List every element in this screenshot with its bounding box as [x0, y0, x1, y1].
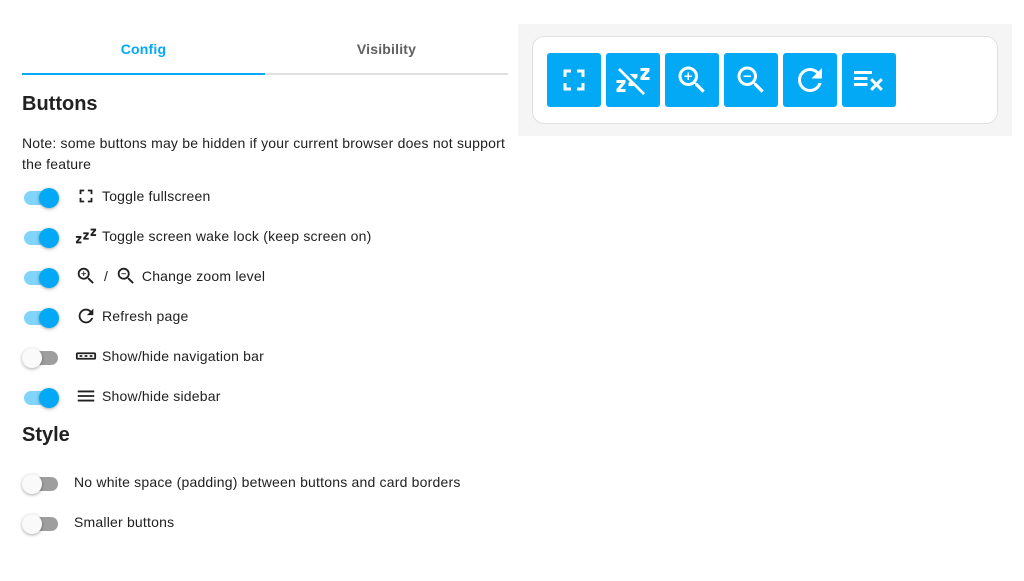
option-row-sidebar — [22, 376, 508, 416]
option-row-navigation-bar — [22, 336, 508, 376]
option-row-refresh — [22, 296, 508, 336]
config-panel — [22, 24, 508, 542]
wake-lock-button[interactable] — [606, 53, 660, 107]
option-row-no-padding — [22, 462, 508, 502]
refresh-icon — [74, 304, 98, 328]
navigation-bar-toggle-switch[interactable] — [22, 346, 60, 366]
navigation-bar-button[interactable] — [842, 53, 896, 107]
style-heading: Style — [22, 424, 70, 446]
zoom-out-icon — [733, 62, 769, 98]
option-row-smaller-buttons — [22, 502, 508, 542]
preview-panel — [518, 24, 1012, 136]
preview-card — [532, 36, 998, 124]
zoom-in-icon — [674, 62, 710, 98]
option-row-wake-lock — [22, 216, 508, 256]
sleep-off-icon — [615, 62, 651, 98]
refresh-button[interactable] — [783, 53, 837, 107]
zoom-in-icon — [74, 264, 98, 288]
smaller-buttons-label: Smaller buttons — [74, 514, 175, 530]
browser-support-note: Note: some buttons may be hidden if your current browser does not support the feature — [22, 135, 506, 172]
fullscreen-button[interactable] — [547, 53, 601, 107]
zoom-separator: / — [104, 268, 108, 284]
tab-config[interactable]: Config — [120, 40, 167, 57]
no-padding-toggle-switch[interactable] — [22, 472, 60, 492]
no-padding-label: No white space (padding) between buttons and card borders — [74, 474, 461, 490]
refresh-toggle-switch[interactable] — [22, 306, 60, 326]
option-row-zoom — [22, 256, 508, 296]
refresh-icon — [792, 62, 828, 98]
style-options — [22, 462, 508, 542]
buttons-heading: Buttons — [22, 93, 98, 115]
sleep-icon — [74, 224, 98, 248]
fullscreen-icon — [556, 62, 592, 98]
zoom-in-button[interactable] — [665, 53, 719, 107]
wake-lock-toggle-switch[interactable] — [22, 226, 60, 246]
fullscreen-icon — [74, 184, 98, 208]
zoom-out-button[interactable] — [724, 53, 778, 107]
zoom-toggle-switch[interactable] — [22, 266, 60, 286]
menu-icon — [74, 384, 98, 408]
sidebar-toggle-switch[interactable] — [22, 386, 60, 406]
buttons-options — [22, 176, 508, 416]
navigation-bar-label: Show/hide navigation bar — [102, 348, 265, 364]
navigation-bar-icon — [74, 344, 98, 368]
tab-bar — [22, 24, 508, 75]
zoom-label: Change zoom level — [141, 268, 266, 284]
active-tab-indicator — [22, 73, 265, 75]
wake-lock-label: Toggle screen wake lock (keep screen on) — [102, 228, 372, 244]
tab-visibility[interactable]: Visibility — [356, 40, 417, 57]
preview-button-group — [547, 53, 896, 107]
option-row-fullscreen — [22, 176, 508, 216]
refresh-label: Refresh page — [102, 308, 189, 324]
smaller-buttons-toggle-switch[interactable] — [22, 512, 60, 532]
playlist-remove-icon — [851, 62, 887, 98]
fullscreen-label: Toggle fullscreen — [102, 188, 211, 204]
fullscreen-toggle-switch[interactable] — [22, 186, 60, 206]
sidebar-label: Show/hide sidebar — [102, 388, 221, 404]
zoom-out-icon — [114, 264, 138, 288]
